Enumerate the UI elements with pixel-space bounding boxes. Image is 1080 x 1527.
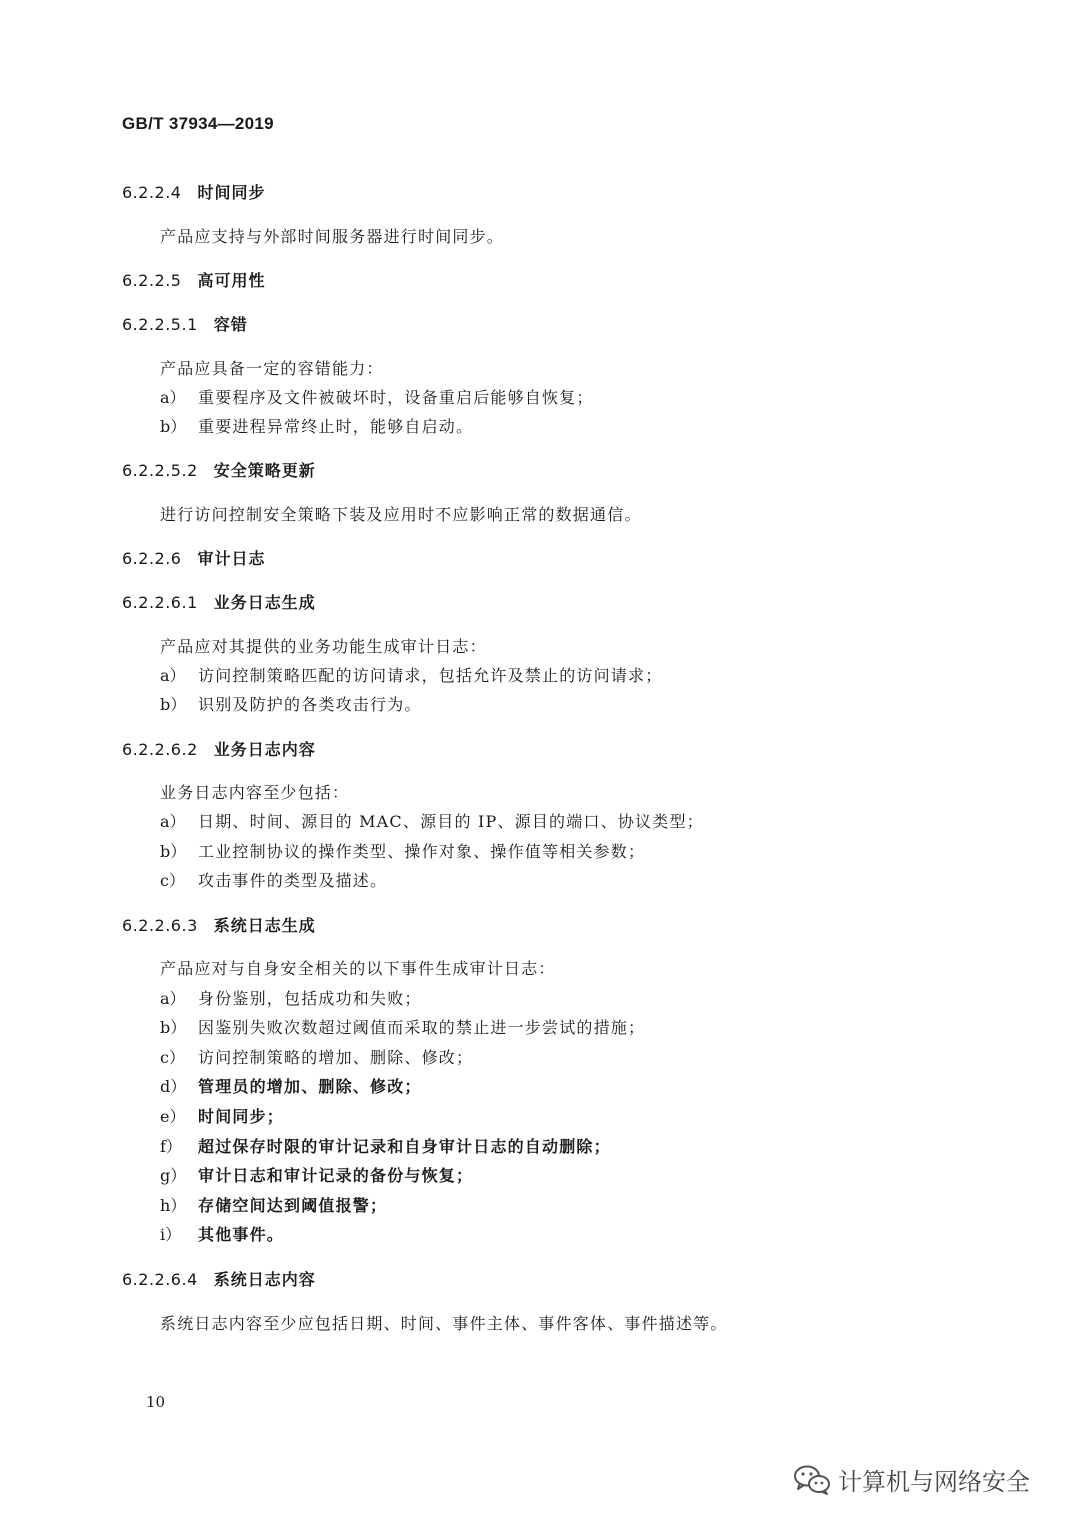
list-marker: b） — [160, 417, 187, 436]
section-number: 6.2.2.6 — [122, 549, 182, 568]
section-heading — [122, 458, 316, 481]
document-id: GB/T 37934—2019 — [122, 114, 274, 133]
section-title: 系统日志生成 — [213, 916, 316, 935]
list-text: 攻击事件的类型及描述。 — [198, 871, 388, 890]
list-item — [160, 385, 594, 408]
list-text: 管理员的增加、删除、修改； — [198, 1077, 422, 1096]
paragraph: 产品应具备一定的容错能力： — [160, 359, 384, 378]
list-marker: b） — [160, 842, 187, 861]
section-number: 6.2.2.6.1 — [122, 593, 198, 612]
list-marker: i） — [160, 1225, 182, 1244]
list-text: 时间同步； — [198, 1107, 285, 1126]
list-item — [160, 414, 473, 437]
section-title: 安全策略更新 — [213, 461, 316, 480]
list-text: 超过保存时限的审计记录和自身审计日志的自动删除； — [198, 1137, 611, 1156]
page-number: 10 — [146, 1393, 166, 1411]
paragraph: 进行访问控制安全策略下装及应用时不应影响正常的数据通信。 — [160, 505, 642, 524]
list-marker: a） — [160, 812, 186, 831]
section-number: 6.2.2.5.2 — [122, 461, 198, 480]
section-heading — [122, 268, 266, 291]
section-heading — [122, 737, 316, 760]
list-text: 识别及防护的各类攻击行为。 — [198, 695, 422, 714]
list-marker: a） — [160, 989, 186, 1008]
list-marker: a） — [160, 388, 186, 407]
list-item — [160, 1015, 645, 1038]
section-heading — [122, 546, 266, 569]
list-text: 审计日志和审计记录的备份与恢复； — [198, 1166, 474, 1185]
list-text: 身份鉴别，包括成功和失败； — [198, 989, 422, 1008]
section-number: 6.2.2.5.1 — [122, 315, 198, 334]
list-text: 重要进程异常终止时，能够自启动。 — [198, 417, 474, 436]
list-item — [160, 1193, 387, 1216]
paragraph: 系统日志内容至少应包括日期、时间、事件主体、事件客体、事件描述等。 — [160, 1314, 728, 1333]
list-text: 日期、时间、源目的 MAC、源目的 IP、源目的端口、协议类型； — [198, 812, 704, 831]
list-text: 访问控制策略的增加、删除、修改； — [198, 1048, 474, 1067]
list-item — [160, 868, 387, 891]
section-number: 6.2.2.6.2 — [122, 740, 198, 759]
list-item — [160, 692, 422, 715]
list-item — [160, 809, 704, 832]
section-title: 容错 — [213, 315, 248, 334]
watermark-text: 计算机与网络安全 — [838, 1468, 1030, 1496]
section-number: 6.2.2.6.4 — [122, 1270, 198, 1289]
list-item — [160, 839, 645, 862]
list-item — [160, 1045, 473, 1068]
section-number: 6.2.2.6.3 — [122, 916, 198, 935]
list-item — [160, 1104, 284, 1127]
section-heading — [122, 590, 316, 613]
list-text: 工业控制协议的操作类型、操作对象、操作值等相关参数； — [198, 842, 646, 861]
list-item — [160, 1222, 284, 1245]
section-title: 高可用性 — [197, 271, 266, 290]
watermark — [792, 1462, 1030, 1497]
paragraph: 产品应对与自身安全相关的以下事件生成审计日志： — [160, 959, 556, 978]
section-heading — [122, 180, 266, 203]
list-marker: e） — [160, 1107, 186, 1126]
section-heading — [122, 1267, 316, 1290]
paragraph: 产品应对其提供的业务功能生成审计日志： — [160, 637, 487, 656]
paragraph: 产品应支持与外部时间服务器进行时间同步。 — [160, 227, 505, 246]
section-number: 6.2.2.4 — [122, 183, 182, 202]
list-marker: g） — [160, 1166, 187, 1185]
list-item — [160, 1163, 473, 1186]
paragraph: 业务日志内容至少包括： — [160, 783, 350, 802]
list-text: 存储空间达到阈值报警； — [198, 1196, 388, 1215]
list-text: 重要程序及文件被破坏时，设备重启后能够自恢复； — [198, 388, 594, 407]
list-marker: h） — [160, 1196, 187, 1215]
list-marker: f） — [160, 1137, 182, 1156]
list-marker: d） — [160, 1077, 187, 1096]
list-marker: b） — [160, 1018, 187, 1037]
section-title: 业务日志生成 — [213, 593, 316, 612]
list-item — [160, 1074, 422, 1097]
section-heading — [122, 913, 316, 936]
list-marker: c） — [160, 871, 185, 890]
list-text: 因鉴别失败次数超过阈值而采取的禁止进一步尝试的措施； — [198, 1018, 646, 1037]
list-item — [160, 1134, 611, 1157]
list-item — [160, 986, 422, 1009]
section-title: 时间同步 — [197, 183, 266, 202]
list-text: 访问控制策略匹配的访问请求，包括允许及禁止的访问请求； — [198, 666, 663, 685]
list-marker: c） — [160, 1048, 185, 1067]
section-title: 系统日志内容 — [213, 1270, 316, 1289]
list-marker: a） — [160, 666, 186, 685]
section-title: 业务日志内容 — [213, 740, 316, 759]
section-heading — [122, 312, 248, 335]
wechat-icon — [792, 1463, 832, 1497]
list-text: 其他事件。 — [198, 1225, 285, 1244]
section-title: 审计日志 — [197, 549, 266, 568]
section-number: 6.2.2.5 — [122, 271, 182, 290]
list-marker: b） — [160, 695, 187, 714]
list-item — [160, 663, 662, 686]
